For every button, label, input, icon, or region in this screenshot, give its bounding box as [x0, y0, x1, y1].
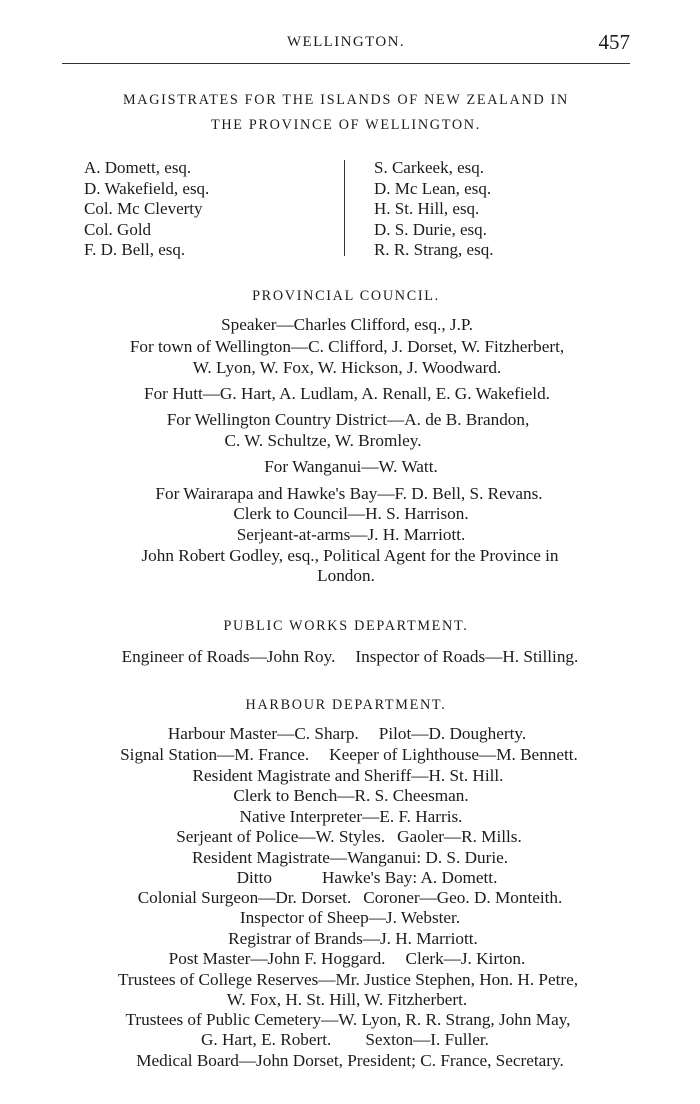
harbour-line: W. Fox, H. St. Hill, W. Fitzherbert.	[226, 990, 468, 1009]
harbour-line: Trustees of College Reserves—Mr. Justice Stephen, Hon. H. Petre,	[117, 970, 579, 989]
council-line: Clerk to Council—H. S. Harrison.	[233, 504, 469, 523]
ditto-mark: Ditto	[236, 868, 272, 887]
cemetery-trustees-cont: G. Hart, E. Robert.	[201, 1030, 332, 1049]
harbour-line	[0, 948, 697, 969]
harbour-line: Native Interpreter—E. F. Harris.	[239, 807, 463, 826]
lighthouse-keeper: Keeper of Lighthouse—M. Bennett.	[329, 745, 578, 764]
magistrates-title-line1: MAGISTRATES FOR THE ISLANDS OF NEW ZEALAND IN	[122, 92, 570, 108]
signal-station: Signal Station—M. France.	[120, 745, 310, 764]
harbour-line	[17, 867, 700, 888]
harbour-line: Resident Magistrate and Sheriff—H. St. Hill.	[192, 766, 504, 785]
provincial-council-title: PROVINCIAL COUNCIL.	[252, 288, 440, 304]
harbour-line: Medical Board—John Dorset, President; C. France, Secretary.	[136, 1051, 564, 1070]
serjeant-of-police: Serjeant of Police—W. Styles.	[176, 827, 386, 846]
harbour-line: Registrar of Brands—J. H. Marriott.	[228, 929, 478, 948]
running-head: WELLINGTON.	[286, 34, 405, 50]
harbour-line: Inspector of Sheep—J. Webster.	[239, 908, 461, 927]
council-line: For Wairarapa and Hawke's Bay—F. D. Bell, S. Revans.	[155, 484, 543, 503]
magistrate-name: A. Domett, esq.	[84, 158, 192, 177]
magistrate-name: D. Mc Lean, esq.	[374, 178, 492, 198]
post-master: Post Master—John F. Hoggard.	[168, 949, 386, 968]
council-line: Speaker—Charles Clifford, esq., J.P.	[221, 315, 473, 334]
magistrate-name: S. Carkeek, esq.	[374, 158, 485, 177]
magistrates-title-line2: THE PROVINCE OF WELLINGTON.	[211, 117, 481, 133]
harbour-line: Clerk to Bench—R. S. Cheesman.	[233, 786, 469, 805]
harbour-line	[0, 723, 697, 744]
engineer-of-roads: Engineer of Roads—John Roy.	[121, 647, 336, 666]
header-rule	[62, 63, 630, 64]
magistrate-name: Col. Mc Cleverty	[84, 199, 203, 218]
hawkes-bay-magistrate: Hawke's Bay: A. Domett.	[321, 868, 498, 887]
coroner: Coroner—Geo. D. Monteith.	[363, 888, 563, 907]
colonial-surgeon: Colonial Surgeon—Dr. Dorset.	[137, 888, 352, 907]
council-line: C. W. Schultze, W. Bromley.	[224, 431, 422, 450]
inspector-of-roads: Inspector of Roads—H. Stilling.	[355, 647, 579, 666]
council-line: For Wellington Country District—A. de B. Brandon,	[166, 410, 530, 429]
page-number: 457	[598, 30, 630, 54]
council-line: For Wanganui—W. Watt.	[264, 457, 438, 476]
council-line: London.	[317, 566, 375, 585]
harbour-line: Resident Magistrate—Wanganui: D. S. Durie.	[191, 848, 509, 867]
harbour-line: Trustees of Public Cemetery—W. Lyon, R. R. Strang, John May,	[125, 1010, 571, 1029]
public-works-title: PUBLIC WORKS DEPARTMENT.	[223, 618, 469, 634]
page-header	[62, 30, 630, 60]
council-line: W. Lyon, W. Fox, W. Hickson, J. Woodward.	[192, 358, 502, 377]
magistrates-left-column	[84, 158, 209, 261]
harbour-master: Harbour Master—C. Sharp.	[167, 724, 359, 743]
sexton: Sexton—I. Fuller.	[365, 1030, 489, 1049]
public-works-line	[0, 646, 700, 667]
harbour-line	[0, 826, 699, 847]
harbour-line	[0, 887, 700, 908]
gaoler: Gaoler—R. Mills.	[397, 827, 522, 846]
column-divider	[344, 160, 345, 256]
council-line: John Robert Godley, esq., Political Agent for the Province in	[141, 546, 559, 565]
harbour-title: HARBOUR DEPARTMENT.	[245, 697, 447, 713]
magistrate-name: D. S. Durie, esq.	[374, 219, 487, 239]
magistrates-right-column	[374, 158, 493, 261]
magistrate-name: R. R. Strang, esq.	[374, 240, 494, 259]
magistrate-name: D. Wakefield, esq.	[84, 178, 210, 198]
council-line: For Hutt—G. Hart, A. Ludlam, A. Renall, E. G. Wakefield.	[144, 384, 550, 403]
pilot: Pilot—D. Dougherty.	[378, 724, 527, 743]
harbour-line	[0, 744, 699, 765]
council-line: Serjeant-at-arms—J. H. Marriott.	[236, 525, 466, 544]
magistrate-name: F. D. Bell, esq.	[84, 240, 186, 259]
magistrate-name: H. St. Hill, esq.	[374, 199, 480, 218]
harbour-line	[0, 1029, 695, 1050]
council-line: For town of Wellington—C. Clifford, J. Dorset, W. Fitzherbert,	[129, 337, 565, 356]
magistrate-name: Col. Gold	[84, 219, 152, 239]
post-clerk: Clerk—J. Kirton.	[405, 949, 526, 968]
